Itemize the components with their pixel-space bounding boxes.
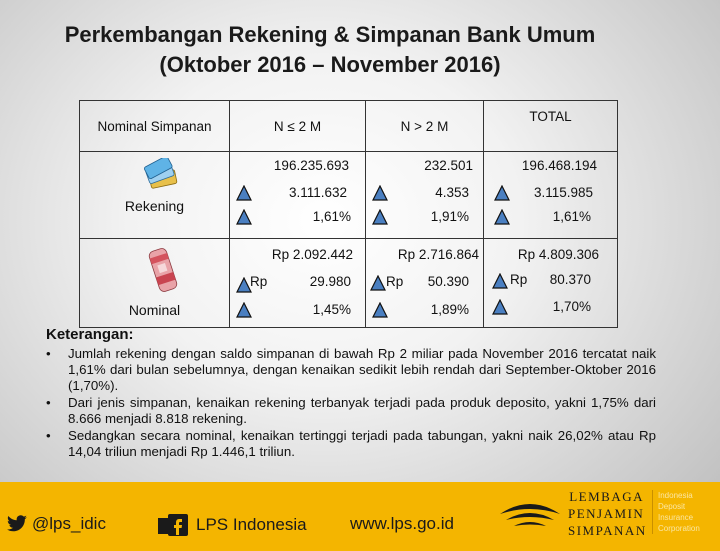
table-row-rekening: [80, 152, 618, 239]
nominal-n-gt-2m-pct: 1,89%: [430, 302, 469, 317]
page-subtitle: (Oktober 2016 – November 2016): [159, 52, 501, 77]
rekening-n-le-2m-total: 196.235.693: [273, 158, 349, 173]
rekening-total-total: 196.468.194: [521, 158, 597, 173]
nominal-n-le-2m-rp: Rp: [250, 274, 268, 289]
facebook-icon: [158, 514, 188, 536]
row-label-rekening: Rekening: [124, 198, 185, 214]
logo-sub-1: Indonesia: [658, 491, 693, 500]
logo-line-1: LEMBAGA: [569, 489, 644, 504]
nominal-total-total: Rp 4.809.306: [517, 247, 599, 262]
twitter-handle: @lps_idic: [32, 514, 106, 533]
logo-sub-4: Corporation: [658, 524, 700, 533]
nominal-total-rp: Rp: [510, 272, 528, 287]
header-nominal-simpanan: Nominal Simpanan: [80, 101, 230, 152]
rekening-n-le-2m-change: 3.111.632: [288, 185, 347, 200]
twitter-icon: [6, 515, 28, 533]
row-label-nominal: Nominal: [128, 302, 181, 318]
page-title: Perkembangan Rekening & Simpanan Bank Umum: [64, 22, 596, 47]
header-n-gt-2m: N > 2 M: [366, 101, 484, 152]
rekening-total-change: 3.115.985: [533, 185, 593, 200]
rekening-n-gt-2m-pct: 1,91%: [430, 209, 469, 224]
footer-twitter[interactable]: [6, 514, 106, 534]
list-item: • Jumlah rekening dengan saldo simpanan di bawah Rp 2 miliar pada November 2016 tercatat naik 1,61% dari bulan sebelumnya, dengan kenaikan sedikit lebih rendah dari September-Oktober 2016 (1,70%).: [46, 346, 656, 394]
nominal-n-le-2m-change: 29.980: [309, 274, 351, 289]
nominal-total-pct: 1,70%: [552, 299, 591, 314]
nominal-n-le-2m-pct: 1,45%: [312, 302, 351, 317]
money-roll-icon: [146, 245, 180, 295]
rekening-total-pct: 1,61%: [552, 209, 591, 224]
rekening-n-le-2m-pct: 1,61%: [312, 209, 351, 224]
rekening-n-gt-2m-total: 232.501: [424, 158, 473, 173]
simpanan-table: [79, 100, 618, 328]
logo-sub-3: Insurance: [658, 513, 694, 522]
logo-line-3: SIMPANAN: [568, 523, 647, 538]
table-header-row: [80, 101, 618, 152]
rekening-n-gt-2m-change: 4.353: [435, 185, 469, 200]
facebook-page: LPS Indonesia: [196, 515, 307, 534]
list-item: • Dari jenis simpanan, kenaikan rekening terbanyak terjadi pada produk deposito, yakni 1,75% dari 8.666 menjadi 8.818 rekening.: [46, 395, 656, 427]
website-link[interactable]: www.lps.go.id: [350, 514, 454, 533]
lps-logo-subtitle: [652, 490, 720, 534]
lps-logo-icon: [496, 492, 564, 538]
nominal-n-gt-2m-rp: Rp: [386, 274, 404, 289]
footer-bar: [0, 482, 720, 551]
header-total: TOTAL: [484, 101, 618, 152]
header-n-le-2m: N ≤ 2 M: [230, 101, 366, 152]
keterangan-heading: Keterangan:: [46, 326, 134, 343]
keterangan-list: [46, 346, 656, 460]
nominal-n-le-2m-total: Rp 2.092.442: [271, 247, 353, 262]
rekening-cards-icon: [144, 158, 180, 190]
footer-facebook[interactable]: [158, 514, 307, 536]
list-item: • Sedangkan secara nominal, kenaikan tertinggi terjadi pada tabungan, yakni naik 26,02% atau Rp 14,04 triliun menjadi Rp 1.446,1 triliun.: [46, 428, 656, 460]
footer-website[interactable]: [350, 514, 454, 534]
lps-logo-text: [568, 488, 647, 539]
nominal-n-gt-2m-change: 50.390: [427, 274, 469, 289]
table-row-nominal: [80, 239, 618, 328]
logo-sub-2: Deposit: [658, 502, 686, 511]
nominal-n-gt-2m-total: Rp 2.716.864: [397, 247, 479, 262]
nominal-total-change: 80.370: [549, 272, 591, 287]
keterangan-section: [46, 327, 656, 461]
logo-line-2: PENJAMIN: [568, 506, 645, 521]
